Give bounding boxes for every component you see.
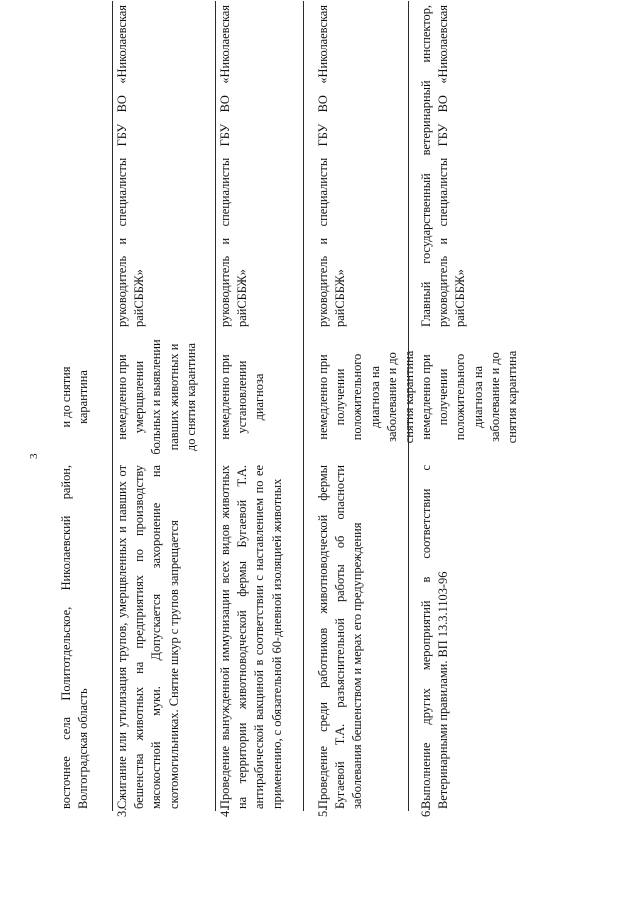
term-cell: немедленно при получении положительного диагноза на заболевание и до снятия карантина (316, 350, 417, 444)
row-number: 3. (115, 807, 129, 817)
responsible-cell: руководитель и специалисты ГБУ ВО «Николаевская райСББЖ» (218, 5, 250, 327)
row-number: 4. (218, 807, 232, 817)
row-divider (215, 1, 216, 811)
measure-cell: Проведение вынужденной иммунизации всех видов животных на территории животноводческой фермы Бугаевой Т.А. антирабической вакциной в соответствии с наставлением по ее применению, с обязательной 60-дневной изоляцией животных (218, 465, 284, 809)
measure-cell: Выполнение других мероприятий в соответствии с Ветеринарными правилами. ВП 13.3.1103-96 (419, 465, 451, 809)
responsible-cell: руководитель и специалисты ГБУ ВО «Николаевская райСББЖ» (115, 5, 147, 327)
continuation-term: и до снятия карантина (59, 366, 91, 428)
responsible-cell: руководитель и специалисты ГБУ ВО «Николаевская райСББЖ» (316, 5, 348, 327)
term-cell: немедленно при установлении диагноза (218, 354, 267, 440)
row-number: 5. (316, 807, 330, 817)
measure-cell: Сжигание или утилизация трупов, умерщвленных и павших от бешенства животных на предприятиях по производству мясокостной муки. Допускается захоронение на скотомогильниках. Снятие шкур с трупов запрещается (115, 465, 181, 809)
row-divider (408, 1, 409, 811)
responsible-cell: Главный государственный ветеринарный инспектор, руководитель и специалисты ГБУ ВО «Николаевская райСББЖ» (419, 5, 468, 327)
row-divider (303, 1, 304, 811)
term-cell: немедленно при получении положительного диагноза на заболевание и до снятия карантина (419, 350, 520, 444)
row-number: 6. (419, 807, 433, 817)
continuation-measure: восточнее села Политотдельское, Николаевский район, Волгоградская область (59, 465, 91, 809)
page-number: 3 (28, 453, 40, 459)
term-cell: немедленно при умерщвлении больных и выявлении павших животных и до снятия карантина (115, 339, 198, 455)
row-divider (112, 1, 113, 811)
measure-cell: Проведение среди работников животноводческой фермы Бугаевой Т.А. разъяснительной работы об опасности заболевания бешенством и мерах его предупреждения (316, 465, 365, 809)
